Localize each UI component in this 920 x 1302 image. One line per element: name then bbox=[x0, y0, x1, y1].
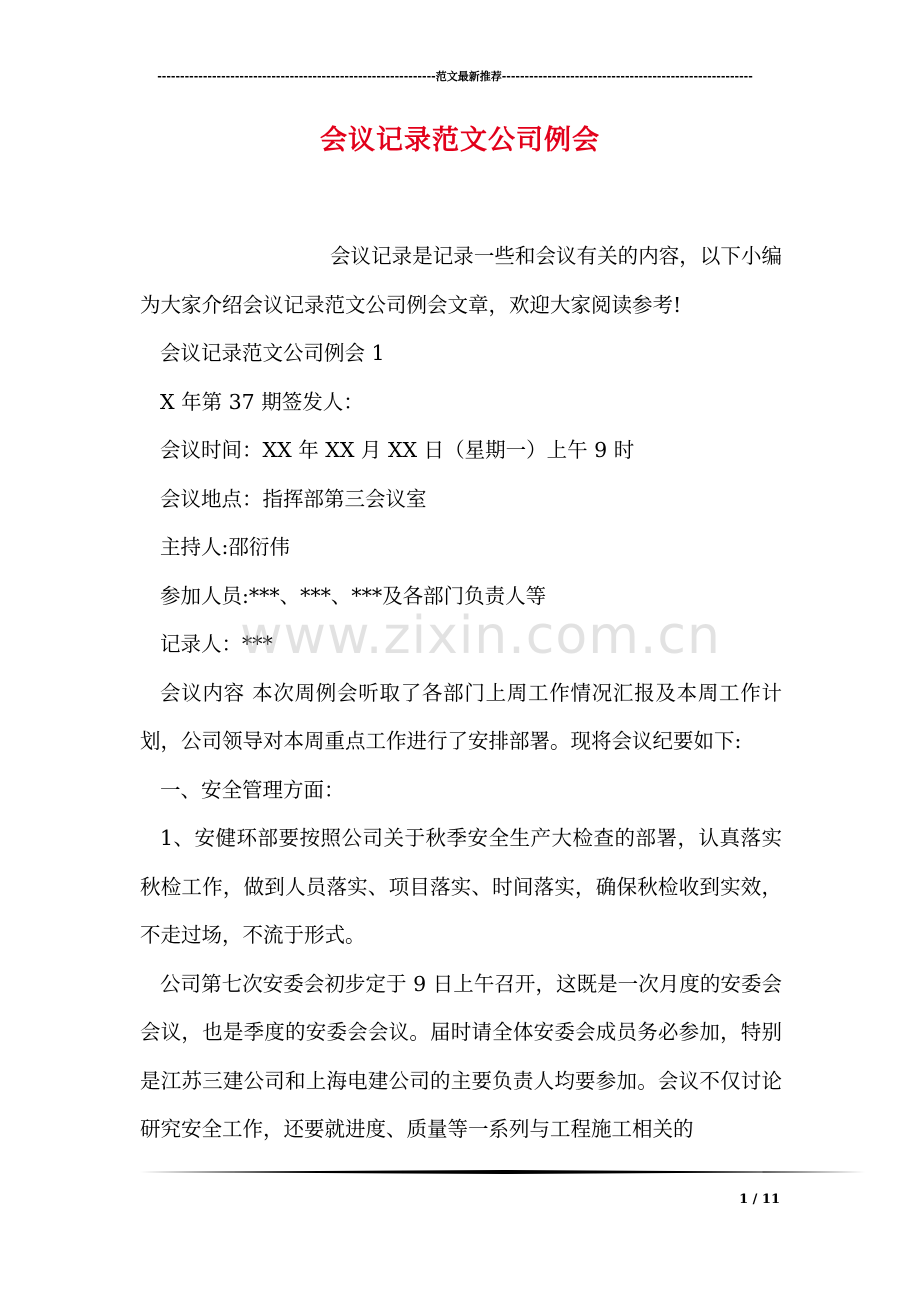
header-banner: -------------------------------------------------------------范文最新推荐------------------------------------------------------- bbox=[157, 70, 753, 83]
meeting-attendees: 参加人员:***、***、***及各部门负责人等 bbox=[160, 583, 547, 608]
footer-rule bbox=[140, 1170, 865, 1174]
item-1-paragraph: 1、安健环部要按照公司关于秋季安全生产大检查的部署，认真落实秋检工作，做到人员落实、项目落实、时间落实，确保秋检收到实效，不走过场，不流于形式。 bbox=[140, 826, 782, 947]
meeting-host: 主持人:邵衍伟 bbox=[160, 535, 290, 559]
watermark: www.zixin.com.cn bbox=[240, 606, 721, 666]
meeting-location: 会议地点：指挥部第三会议室 bbox=[160, 486, 427, 511]
section-safety: 一、安全管理方面： bbox=[160, 777, 345, 802]
intro-paragraph: 会议记录是记录一些和会议有关的内容，以下小编为大家介绍会议记录范文公司例会文章，欢迎大家阅读参考! bbox=[140, 244, 782, 317]
item-2-paragraph: 公司第七次安委会初步定于 9 日上午召开，这既是一次月度的安委会会议，也是季度的安委会会议。届时请全体安委会成员务必参加，特别是江苏三建公司和上海电建公司的主要负责人均要参加。会议不仅讨论研究安全工作，还要就进度、质量等一系列与工程施工相关的 bbox=[140, 971, 782, 1141]
document-title: 会议记录范文公司例会 bbox=[320, 125, 600, 156]
issue-line: X 年第 37 期签发人： bbox=[160, 389, 364, 414]
meeting-time: 会议时间：XX 年 XX 月 XX 日（星期一）上午 9 时 bbox=[160, 438, 635, 462]
content-paragraph: 会议内容 本次周例会听取了各部门上周工作情况汇报及本周工作计划，公司领导对本周重点工作进行了安排部署。现将会议纪要如下: bbox=[140, 680, 782, 753]
document-body bbox=[140, 232, 782, 1154]
meeting-recorder: 记录人：*** bbox=[160, 632, 273, 656]
section-heading: 会议记录范文公司例会 1 bbox=[160, 341, 385, 365]
page-number: 1 / 11 bbox=[739, 1192, 780, 1207]
